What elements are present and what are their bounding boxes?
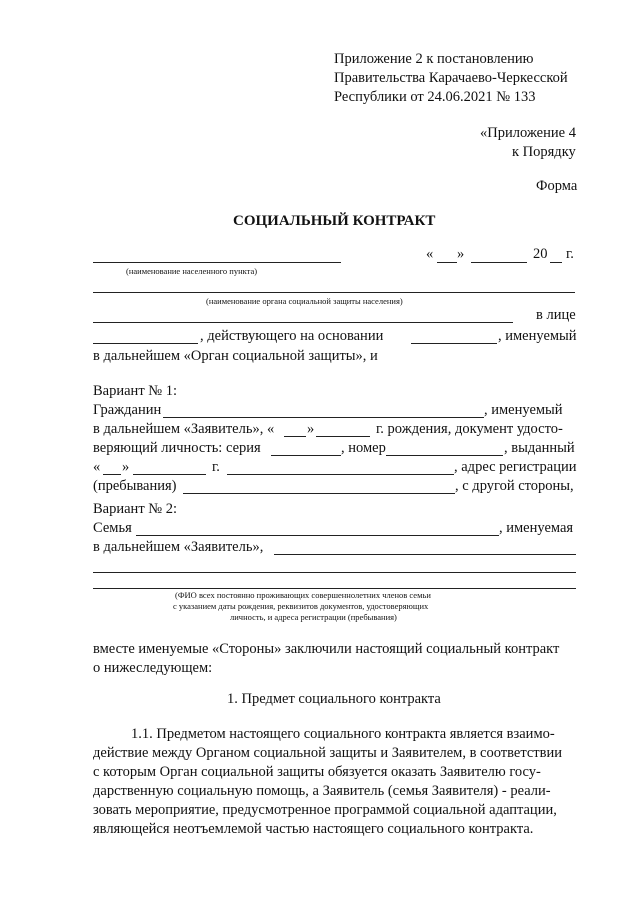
issued-text: , выданный xyxy=(504,440,575,456)
family-label: Семья xyxy=(93,520,132,536)
identity-series-text: веряющий личность: серия xyxy=(93,440,261,456)
appendix-line-1: Приложение 2 к постановлению xyxy=(334,51,534,67)
date-quote-close: » xyxy=(457,246,465,262)
issue-day-line xyxy=(103,474,121,475)
birth-quote-close: » xyxy=(307,421,315,437)
date-quote-open: « xyxy=(426,246,434,262)
family-caption-1: (ФИО всех постоянно проживающих совершеннолетних членов семьи xyxy=(175,590,431,600)
section1-p1-line4: дарственную социальную помощь, а Заявитель (семья Заявителя) - реали- xyxy=(93,783,551,799)
basis-line xyxy=(411,343,497,344)
issuer-line xyxy=(227,474,454,475)
variant2-heading: Вариант № 2: xyxy=(93,501,178,517)
agency-name-line xyxy=(93,292,575,293)
birth-day-line xyxy=(284,436,306,437)
reg-address-text: , адрес регистрации xyxy=(454,459,577,475)
agency-referred-text: , именуемый xyxy=(498,328,577,344)
birth-month-line xyxy=(316,436,370,437)
number-text: , номер xyxy=(341,440,386,456)
section1-p1-line5: зовать мероприятие, предусмотренное программой социальной адаптации, xyxy=(93,802,557,818)
agency-hereinafter: в дальнейшем «Орган социальной защиты», и xyxy=(93,348,378,364)
annex-line-2: к Порядку xyxy=(512,144,576,160)
section1-p1-line6: являющейся неотъемлемой частью настоящего социального контракта. xyxy=(93,821,534,837)
appendix-line-2: Правительства Карачаево-Черкесской xyxy=(334,70,568,86)
issue-year-g: г. xyxy=(212,459,220,475)
year-prefix: 20 xyxy=(533,246,548,262)
acting-basis-text: , действующего на основании xyxy=(200,328,384,344)
reg-address-line xyxy=(183,493,455,494)
variant2-referred: , именуемая xyxy=(499,520,574,536)
citizen-name-line xyxy=(163,417,484,418)
family-line-1 xyxy=(274,554,576,555)
stay-text: (пребывания) xyxy=(93,478,177,494)
document-title: СОЦИАЛЬНЫЙ КОНТРАКТ xyxy=(233,213,436,229)
other-side-text: , с другой стороны, xyxy=(455,478,574,494)
section1-p1-line3: с которым Орган социальной защиты обязуется оказать Заявителю госу- xyxy=(93,764,541,780)
issue-quote-close: » xyxy=(122,459,130,475)
section1-heading: 1. Предмет социального контракта xyxy=(227,691,441,707)
section1-p1-line1: 1.1. Предметом настоящего социального контракта является взаимо- xyxy=(131,726,555,742)
issue-quote-open: « xyxy=(93,459,101,475)
together-line-1: вместе именуемые «Стороны» заключили настоящий социальный контракт xyxy=(93,641,560,657)
form-label: Форма xyxy=(536,178,578,194)
representative-line xyxy=(93,322,513,323)
series-line xyxy=(271,455,341,456)
position-line xyxy=(93,343,198,344)
appendix-line-3: Республики от 24.06.2021 № 133 xyxy=(334,89,536,105)
variant1-hereinafter: в дальнейшем «Заявитель», « xyxy=(93,421,275,437)
locality-line xyxy=(93,262,341,263)
family-caption-3: личность, и адреса регистрации (пребывания) xyxy=(230,612,397,622)
variant1-referred: , именуемый xyxy=(484,402,563,418)
family-line-2 xyxy=(93,572,576,573)
variant1-heading: Вариант № 1: xyxy=(93,383,178,399)
family-name-line xyxy=(136,535,499,536)
section1-p1-line2: действие между Органом социальной защиты и Заявителем, в соответствии xyxy=(93,745,562,761)
annex-line-1: «Приложение 4 xyxy=(480,125,576,141)
year-suffix: г. xyxy=(566,246,574,262)
agency-caption: (наименование органа социальной защиты населения) xyxy=(206,296,403,306)
family-caption-2: с указанием даты рождения, реквизитов документов, удостоверяющих xyxy=(173,601,429,611)
in-person-text: в лице xyxy=(536,307,576,323)
citizen-label: Гражданин xyxy=(93,402,162,418)
locality-caption: (наименование населенного пункта) xyxy=(126,266,258,276)
family-line-3 xyxy=(93,588,576,589)
birth-doc-text: г. рождения, документ удосто- xyxy=(376,421,563,437)
number-line xyxy=(386,455,503,456)
variant2-hereinafter: в дальнейшем «Заявитель», xyxy=(93,539,264,555)
day-line xyxy=(437,262,457,263)
together-line-2: о нижеследующем: xyxy=(93,660,213,676)
issue-month-line xyxy=(133,474,206,475)
year-line xyxy=(550,262,562,263)
month-line xyxy=(471,262,527,263)
